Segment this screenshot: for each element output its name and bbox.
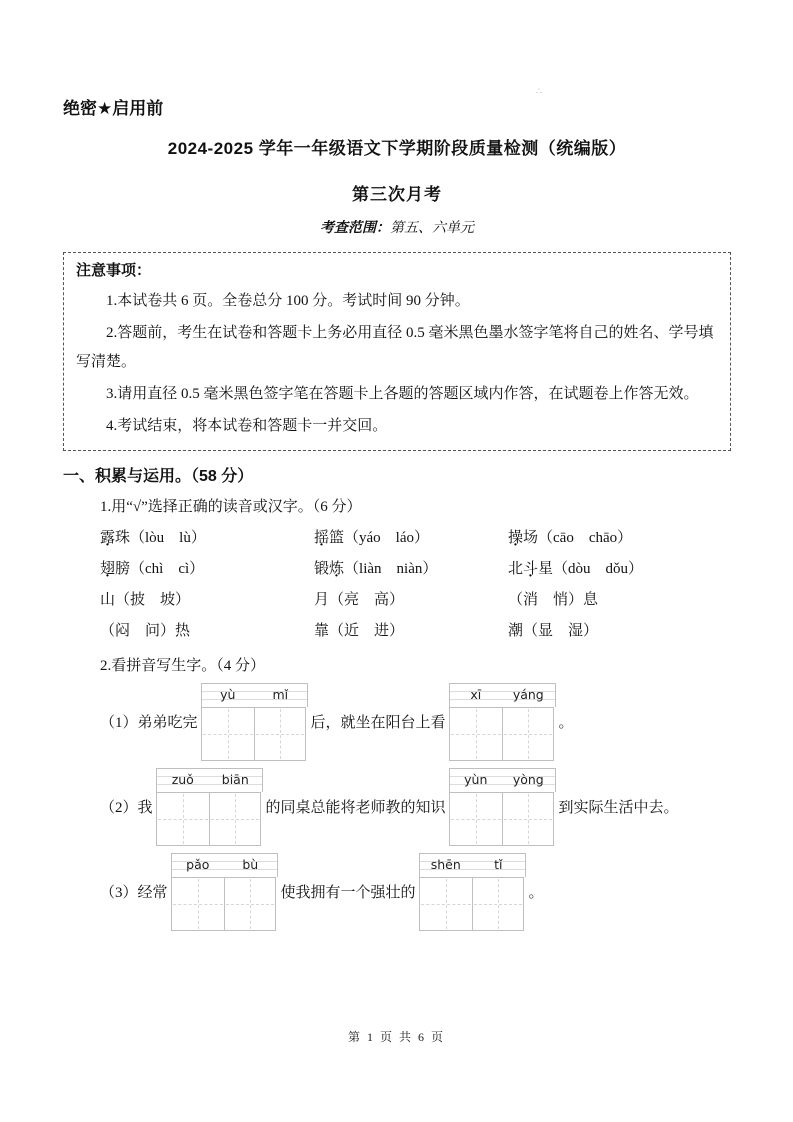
dotted-char: 炼 [329,561,345,577]
word-item [314,616,508,647]
writing-square [172,878,224,930]
sentence-text: 后，就坐在阳台上看 [310,715,446,731]
writing-squares [449,707,554,761]
pinyin-label: yùn [464,771,488,787]
pinyin-write-box [449,768,556,846]
dotted-char: 露 [100,530,116,546]
writing-square [224,878,275,930]
pinyin-write-box [171,853,278,931]
sentence-text: 的同桌总能将老师教的知识 [265,800,446,816]
pinyin-guide-lines [419,853,526,877]
notice-heading: 注意事项： [76,262,152,279]
q2-sentences [63,679,731,934]
word-item [100,554,314,585]
writing-square [420,878,472,930]
word-item [508,616,731,647]
pinyin-label: bù [242,856,259,872]
writing-square [157,793,209,845]
exam-subtitle: 第三次月考 [352,185,442,204]
word-text: 月（亮 高） [314,592,405,608]
pinyin-write-box [449,683,556,761]
sentence-text: （2）我 [100,800,153,816]
pinyin-guide-lines [449,683,556,707]
dotted-char: 斗 [523,561,539,577]
writing-square [472,878,523,930]
writing-square [502,708,553,760]
word-text: 锻 [314,561,330,577]
writing-square [202,708,254,760]
word-text: 潮（显 湿） [508,623,599,639]
scope-label: 考查范围： [320,221,390,236]
word-item [508,585,731,616]
notice-item: 1.本试卷共 6 页。全卷总分 100 分。考试时间 90 分钟。 [106,293,470,309]
word-text: （liàn niàn） [344,561,438,577]
pinyin-label: zuǒ [171,771,194,787]
pinyin-guide-lines [201,683,308,707]
pinyin-guide-lines [171,853,278,877]
writing-squares [449,792,554,846]
writing-square [502,793,553,845]
word-item [314,554,508,585]
q2-sentence [100,764,731,849]
pinyin-label: shēn [430,856,461,872]
dotted-char: 操 [508,530,524,546]
pinyin-label: xī [470,686,482,702]
notice-box [63,252,731,451]
pinyin-label: yáng [512,686,544,702]
page-footer: 第 1 页 共 6 页 [347,1030,445,1044]
writing-square [254,708,305,760]
writing-square [450,793,502,845]
word-item [100,523,314,554]
pinyin-write-box [156,768,263,846]
sentence-text: 。 [558,715,574,731]
dotted-char: 摇 [314,530,330,546]
writing-squares [201,707,306,761]
q2-prompt: 2.看拼音写生字。（4 分） [100,658,266,674]
word-text: 篮（yáo láo） [329,530,429,546]
notice-item: 2.答题前，考生在试卷和答题卡上务必用直径 0.5 毫米黑色墨水签字笔将自己的姓名、学号填写清楚。 [76,325,714,370]
word-text: 珠（lòu lù） [115,530,206,546]
writing-squares [419,877,524,931]
pinyin-guide-lines [449,768,556,792]
pinyin-label: tǐ [494,856,503,872]
writing-square [209,793,260,845]
sentence-text: 使我拥有一个强壮的 [280,885,416,901]
q2-sentence [100,679,731,764]
pinyin-label: mǐ [272,686,289,702]
pinyin-guide-lines [156,768,263,792]
word-text: 星（dòu dǒu） [538,561,644,577]
writing-squares [156,792,261,846]
writing-squares [171,877,276,931]
word-item [508,554,731,585]
word-item [314,585,508,616]
sentence-text: （1）弟弟吃完 [100,715,198,731]
scope-line [63,219,731,239]
q1-prompt: 1.用“√”选择正确的读音或汉字。（6 分） [100,499,362,515]
pinyin-label: yù [220,686,236,702]
word-text: 靠（近 进） [314,623,405,639]
word-text: 场（cāo chāo） [523,530,633,546]
word-item [100,585,314,616]
word-text: （消 悄）息 [508,592,599,608]
word-text: 山（披 坡） [100,592,191,608]
stray-print-mark: ∴ [536,86,542,96]
section1-heading: 一、积累与运用。（58 分） [63,468,254,485]
notice-item: 3.请用直径 0.5 毫米黑色签字笔在答题卡上各题的答题区域内作答，在试题卷上作答无效。 [106,386,699,402]
sentence-text: （3）经常 [100,885,168,901]
pinyin-label: biān [221,771,249,787]
writing-square [450,708,502,760]
word-item [100,616,314,647]
notice-items [76,287,718,441]
pinyin-label: pǎo [186,856,210,872]
word-text: 膀（chì cì） [115,561,205,577]
word-item [314,523,508,554]
sentence-text: 。 [528,885,544,901]
classification-banner: 绝密★启用前 [63,99,164,118]
exam-title: 2024-2025 学年一年级语文下学期阶段质量检测（统编版） [167,139,627,158]
scope-value: 第五、六单元 [390,221,474,236]
sentence-text: 到实际生活中去。 [558,800,679,816]
q1-word-grid [100,523,731,647]
q2-sentence [100,849,731,934]
pinyin-write-box [419,853,526,931]
pinyin-label: yòng [512,771,544,787]
dotted-char: 翅 [100,561,116,577]
word-item [508,523,731,554]
pinyin-write-box [201,683,308,761]
word-text: （闷 问）热 [100,623,191,639]
word-text: 北 [508,561,524,577]
notice-item: 4.考试结束，将本试卷和答题卡一并交回。 [106,418,388,434]
